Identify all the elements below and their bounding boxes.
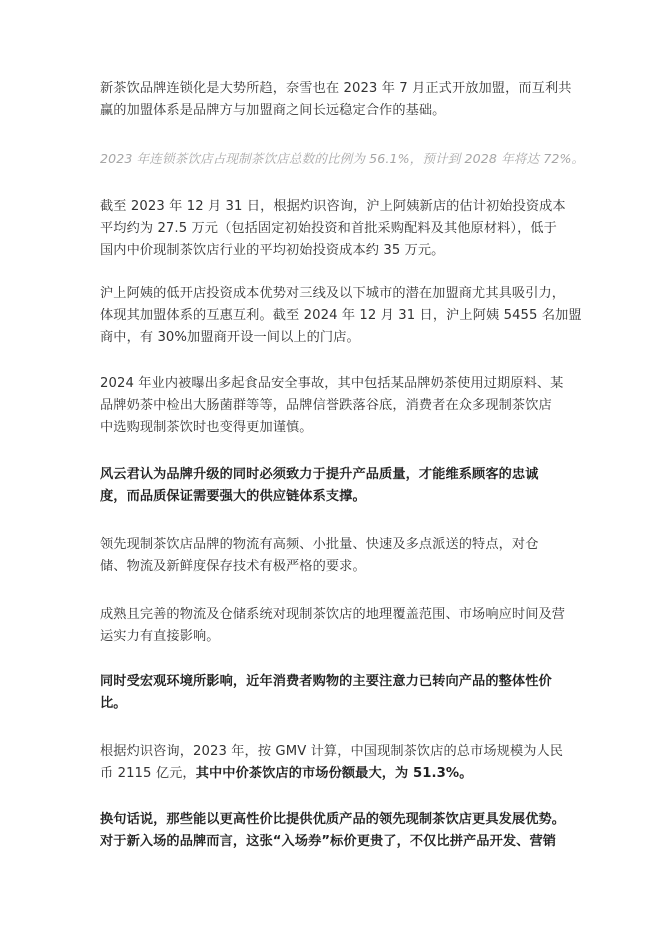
paragraph-food-safety [100,373,568,439]
text-line: 风云君认为品牌升级的同时必须致力于提升产品质量，才能维系顾客的忠诚 [100,467,539,482]
text-line: 度，而品质保证需要强大的供应链体系支撑。 [100,489,366,504]
text-line: 比。 [100,696,127,711]
text-line: 2024 年业内被曝出多起食品安全事故，其中包括某品牌奶茶使用过期原料、某 [100,376,564,391]
caption-chain-ratio [100,148,585,170]
text-line: 沪上阿姨的低开店投资成本优势对三线及以下城市的潜在加盟商尤其具吸引力， [100,286,566,301]
text-line: 平均约为 27.5 万元（包括固定初始投资和首批采购配料及其他原材料），低于 [100,221,557,236]
text-line: 赢的加盟体系是品牌方与加盟商之间长远稳定合作的基础。 [100,103,446,118]
text-line: 品牌奶茶中检出大肠菌群等等，品牌信誉跌落谷底，消费者在众多现制茶饮店 [100,398,552,413]
paragraph-investment-cost [100,196,568,262]
paragraph-logistics-features [100,534,568,578]
paragraph-market-size [100,741,568,785]
paragraph-quality-bold [100,464,568,508]
text-line: 中选购现制茶饮时也变得更加谨慎。 [100,420,313,435]
text-line: 储、物流及新鲜度保存技术有极严格的要求。 [100,559,366,574]
text-plain: 币 2115 亿元， [100,766,196,781]
text-line: 根据灼识咨询，2023 年，按 GMV 计算，中国现制茶饮店的总市场规模为人民 [100,744,564,759]
text-line: 2023 年连锁茶饮店占现制茶饮店总数的比例为 56.1%，预计到 2028 年将达 72%。 [100,151,585,166]
text-line: 截至 2023 年 12 月 31 日，根据灼识咨询，沪上阿姨新店的估计初始投资成本 [100,199,566,214]
paragraph-value-for-money-bold [100,671,568,715]
paragraph-competitive-advantage-bold [100,809,568,853]
text-line: 国内中价现制茶饮店行业的平均初始投资成本约 35 万元。 [100,243,445,258]
text-emphasis: 其中中价茶饮店的市场份额最大，为 51.3%。 [195,766,473,781]
paragraph-warehouse-system [100,604,568,648]
text-line: 运实力有直接影响。 [100,629,220,644]
text-line: 同时受宏观环境所影响，近年消费者购物的主要注意力已转向产品的整体性价 [100,674,552,689]
text-line: 商中，有 30%加盟商开设一间以上的门店。 [100,330,360,345]
text-line: 新茶饮品牌连锁化是大势所趋，奈雪也在 2023 年 7 月正式开放加盟，而互利共 [100,81,572,96]
text-line: 对于新入场的品牌而言，这张“入场券”标价更贵了，不仅比拼产品开发、营销 [100,834,557,849]
text-line-mixed [100,763,568,785]
text-line: 体现其加盟体系的互惠互利。截至 2024 年 12 月 31 日，沪上阿姨 5455 名加盟 [100,308,582,323]
text-line: 换句话说，那些能以更高性价比提供优质产品的领先现制茶饮店更具发展优势。 [100,812,566,827]
paragraph-franchisee-appeal [100,283,582,349]
text-line: 领先现制茶饮店品牌的物流有高频、小批量、快速及多点派送的特点，对仓 [100,537,539,552]
paragraph-franchise-trend [100,78,572,122]
text-line: 成熟且完善的物流及仓储系统对现制茶饮店的地理覆盖范围、市场响应时间及营 [100,607,566,622]
